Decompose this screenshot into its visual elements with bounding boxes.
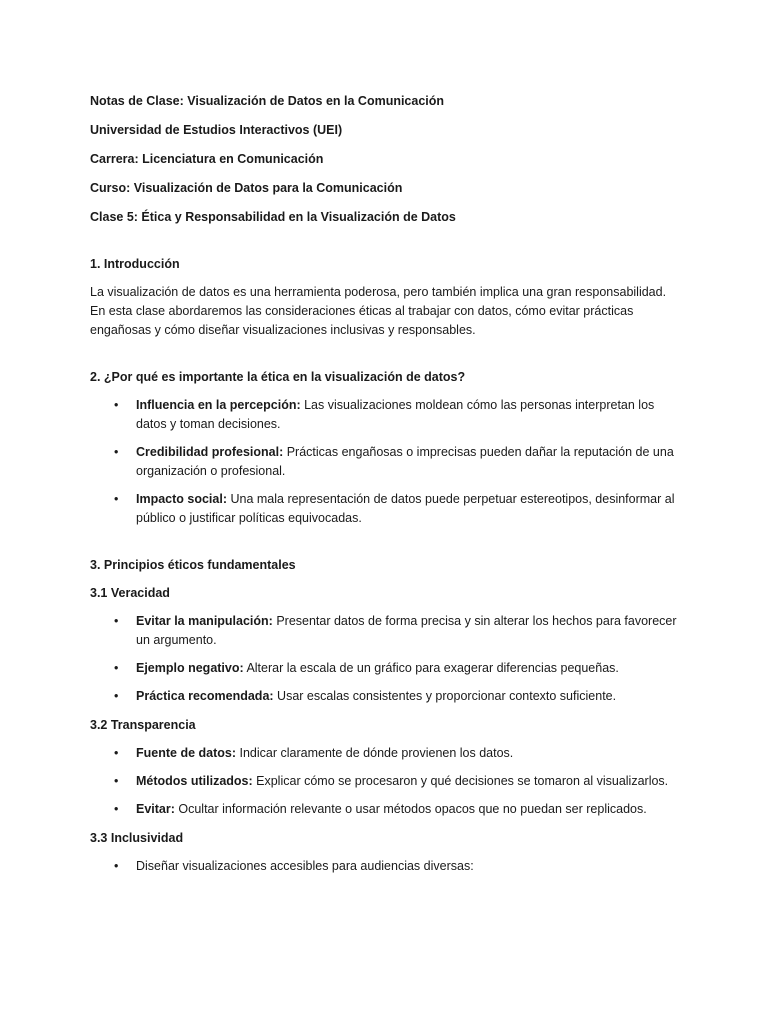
item-text: datos y toman decisiones.	[136, 417, 281, 431]
bullet-icon: •	[114, 614, 119, 628]
item-text: Presentar datos de forma precisa y sin alterar los hechos para favorecer	[272, 614, 677, 628]
list-item	[90, 659, 708, 678]
bullet-icon: •	[114, 859, 119, 873]
list-item	[90, 800, 708, 819]
item-text: Diseñar visualizaciones accesibles para audiencias diversas:	[136, 859, 474, 873]
subsection-heading: 3.2 Transparencia	[90, 718, 196, 732]
bullet-icon: •	[114, 398, 119, 412]
header-course: Curso: Visualización de Datos para la Comunicación	[90, 181, 403, 195]
section-heading: 1. Introducción	[90, 257, 180, 271]
section-principles	[90, 556, 708, 876]
list-item	[90, 687, 708, 706]
item-text: Alterar la escala de un gráfico para exagerar diferencias pequeñas.	[243, 661, 619, 675]
header-class: Clase 5: Ética y Responsabilidad en la Visualización de Datos	[90, 210, 456, 224]
paragraph-line: En esta clase abordaremos las consideraciones éticas al trabajar con datos, cómo evitar prácticas	[90, 304, 634, 318]
item-text: Explicar cómo se procesaron y qué decisiones se tomaron al visualizarlos.	[252, 774, 669, 788]
item-text: un argumento.	[136, 633, 217, 647]
item-text: organización o profesional.	[136, 464, 286, 478]
bullet-icon: •	[114, 802, 119, 816]
item-label: Credibilidad profesional:	[136, 445, 284, 459]
item-text: Prácticas engañosas o imprecisas pueden dañar la reputación de una	[283, 445, 674, 459]
subsection-heading: 3.3 Inclusividad	[90, 831, 184, 845]
item-label: Ejemplo negativo:	[136, 661, 244, 675]
item-label: Influencia en la percepción:	[136, 398, 301, 412]
item-text: Indicar claramente de dónde provienen los datos.	[236, 746, 514, 760]
list-item	[90, 857, 708, 876]
section-heading: 3. Principios éticos fundamentales	[90, 558, 296, 572]
item-label: Evitar la manipulación:	[136, 614, 273, 628]
list-item	[90, 612, 708, 650]
bullet-icon: •	[114, 774, 119, 788]
item-text: Ocultar información relevante o usar métodos opacos que no puedan ser replicados.	[174, 802, 647, 816]
item-label: Práctica recomendada:	[136, 689, 274, 703]
item-label: Fuente de datos:	[136, 746, 237, 760]
bullet-icon: •	[114, 492, 119, 506]
header-career: Carrera: Licenciatura en Comunicación	[90, 152, 324, 166]
section-why-ethics	[90, 368, 708, 528]
item-text: Las visualizaciones moldean cómo las personas interpretan los	[300, 398, 655, 412]
list-item	[90, 744, 708, 763]
item-label: Impacto social:	[136, 492, 227, 506]
list-item	[90, 396, 708, 434]
bullet-list	[90, 857, 708, 876]
bullet-icon: •	[114, 689, 119, 703]
section-introduction	[90, 255, 708, 340]
section-heading: 2. ¿Por qué es importante la ética en la visualización de datos?	[90, 370, 466, 384]
bullet-list	[90, 744, 708, 819]
bullet-list	[90, 612, 708, 706]
bullet-icon: •	[114, 445, 119, 459]
header-university: Universidad de Estudios Interactivos (UEI)	[90, 123, 343, 137]
list-item	[90, 490, 708, 528]
item-label: Métodos utilizados:	[136, 774, 253, 788]
list-item	[90, 772, 708, 791]
document-header	[90, 92, 708, 227]
paragraph-line: engañosas y cómo diseñar visualizaciones inclusivas y responsables.	[90, 323, 476, 337]
bullet-icon: •	[114, 746, 119, 760]
bullet-icon: •	[114, 661, 119, 675]
subsection-heading: 3.1 Veracidad	[90, 586, 170, 600]
paragraph-line: La visualización de datos es una herramienta poderosa, pero también implica una gran responsabilidad.	[90, 285, 667, 299]
item-text: Usar escalas consistentes y proporcionar contexto suficiente.	[273, 689, 617, 703]
item-text: público o justificar políticas equivocadas.	[136, 511, 362, 525]
item-text: Una mala representación de datos puede perpetuar estereotipos, desinformar al	[227, 492, 675, 506]
header-title: Notas de Clase: Visualización de Datos en la Comunicación	[90, 94, 445, 108]
item-label: Evitar:	[136, 802, 175, 816]
list-item	[90, 443, 708, 481]
bullet-list	[90, 396, 708, 528]
